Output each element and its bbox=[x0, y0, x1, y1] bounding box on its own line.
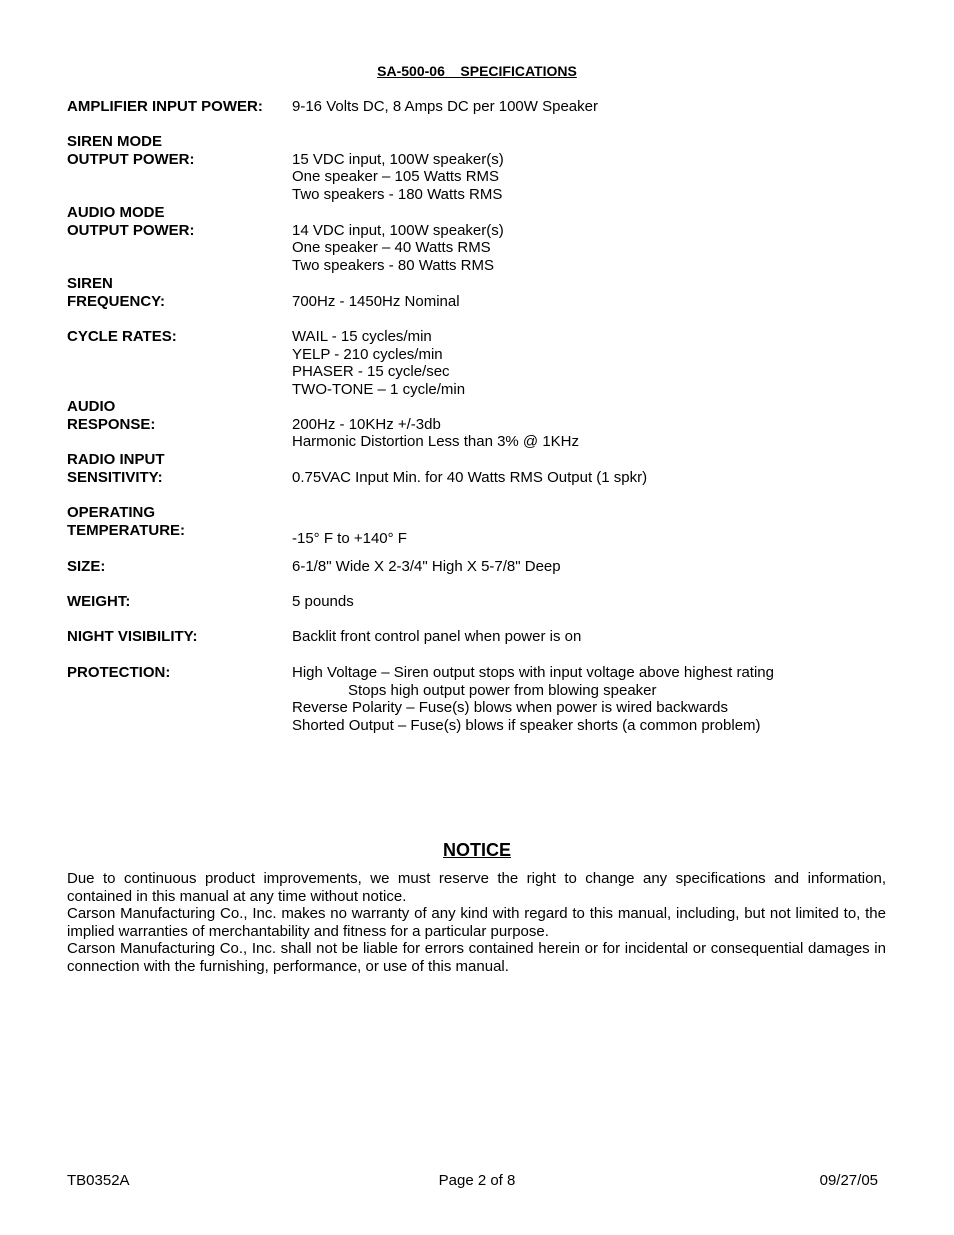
spec-value: 200Hz - 10KHz +/-3db Harmonic Distortion Less than 3% @ 1KHz bbox=[292, 415, 580, 451]
spec-value: High Voltage – Siren output stops with input voltage above highest rating Stops high output power from blowing speaker Reverse Polarity – Fuse(s) blows when power is wired backwards Shorted Output – Fuse(s) blows if speaker shorts (a common problem) bbox=[292, 664, 774, 734]
spec-label: AMPLIFIER INPUT POWER: bbox=[67, 98, 263, 115]
spec-label: SIREN MODE OUTPUT POWER: bbox=[67, 133, 195, 168]
spec-label: AUDIO MODE OUTPUT POWER: bbox=[67, 204, 195, 239]
spec-value: 9-16 Volts DC, 8 Amps DC per 100W Speaker bbox=[292, 98, 598, 115]
spec-value: 700Hz - 1450Hz Nominal bbox=[292, 292, 460, 310]
notice-body bbox=[67, 870, 886, 976]
footer-date: 09/27/05 bbox=[819, 1172, 878, 1189]
spec-value: 5 pounds bbox=[292, 593, 354, 610]
spec-label: RADIO INPUT SENSITIVITY: bbox=[67, 451, 165, 486]
spec-label: OPERATING TEMPERATURE: bbox=[67, 504, 186, 539]
spec-value: -15° F to +140° F bbox=[292, 530, 407, 548]
spec-label: CYCLE RATES: bbox=[67, 328, 177, 345]
footer-page-number: Page 2 of 8 bbox=[438, 1172, 516, 1189]
notice-title: NOTICE bbox=[442, 840, 511, 860]
spec-label: WEIGHT: bbox=[67, 593, 131, 610]
spec-value: 6-1/8" Wide X 2-3/4" High X 5-7/8" Deep bbox=[292, 558, 561, 575]
spec-label: SIZE: bbox=[67, 558, 106, 575]
spec-value: WAIL - 15 cycles/min YELP - 210 cycles/min PHASER - 15 cycle/sec TWO-TONE – 1 cycle/min bbox=[292, 328, 466, 398]
spec-label: AUDIO RESPONSE: bbox=[67, 398, 156, 433]
spec-value: 14 VDC input, 100W speaker(s) One speaker – 40 Watts RMS Two speakers - 80 Watts RMS bbox=[292, 221, 504, 274]
notice-paragraph: Due to continuous product improvements, we must reserve the right to change any specifications and information, contained in this manual at any time without notice. bbox=[67, 870, 886, 905]
notice-paragraph: Carson Manufacturing Co., Inc. shall not be liable for errors contained herein or for incidental or consequential damages in connection with the furnishing, performance, or use of this manual. bbox=[67, 940, 886, 975]
spec-value: Backlit front control panel when power is on bbox=[292, 628, 582, 645]
spec-value: 0.75VAC Input Min. for 40 Watts RMS Output (1 spkr) bbox=[292, 468, 648, 486]
spec-label: PROTECTION: bbox=[67, 664, 171, 681]
spec-label: SIREN FREQUENCY: bbox=[67, 275, 166, 310]
spec-label: NIGHT VISIBILITY: bbox=[67, 628, 198, 645]
spec-value: 15 VDC input, 100W speaker(s) One speaker – 105 Watts RMS Two speakers - 180 Watts RMS bbox=[292, 150, 504, 203]
notice-paragraph: Carson Manufacturing Co., Inc. makes no warranty of any kind with regard to this manual, including, but not limited to, the implied warranties of merchantability and fitness for a particular purpose. bbox=[67, 905, 886, 940]
page-title: SA-500-06 SPECIFICATIONS bbox=[377, 63, 577, 79]
footer-doc-id: TB0352A bbox=[67, 1172, 130, 1189]
